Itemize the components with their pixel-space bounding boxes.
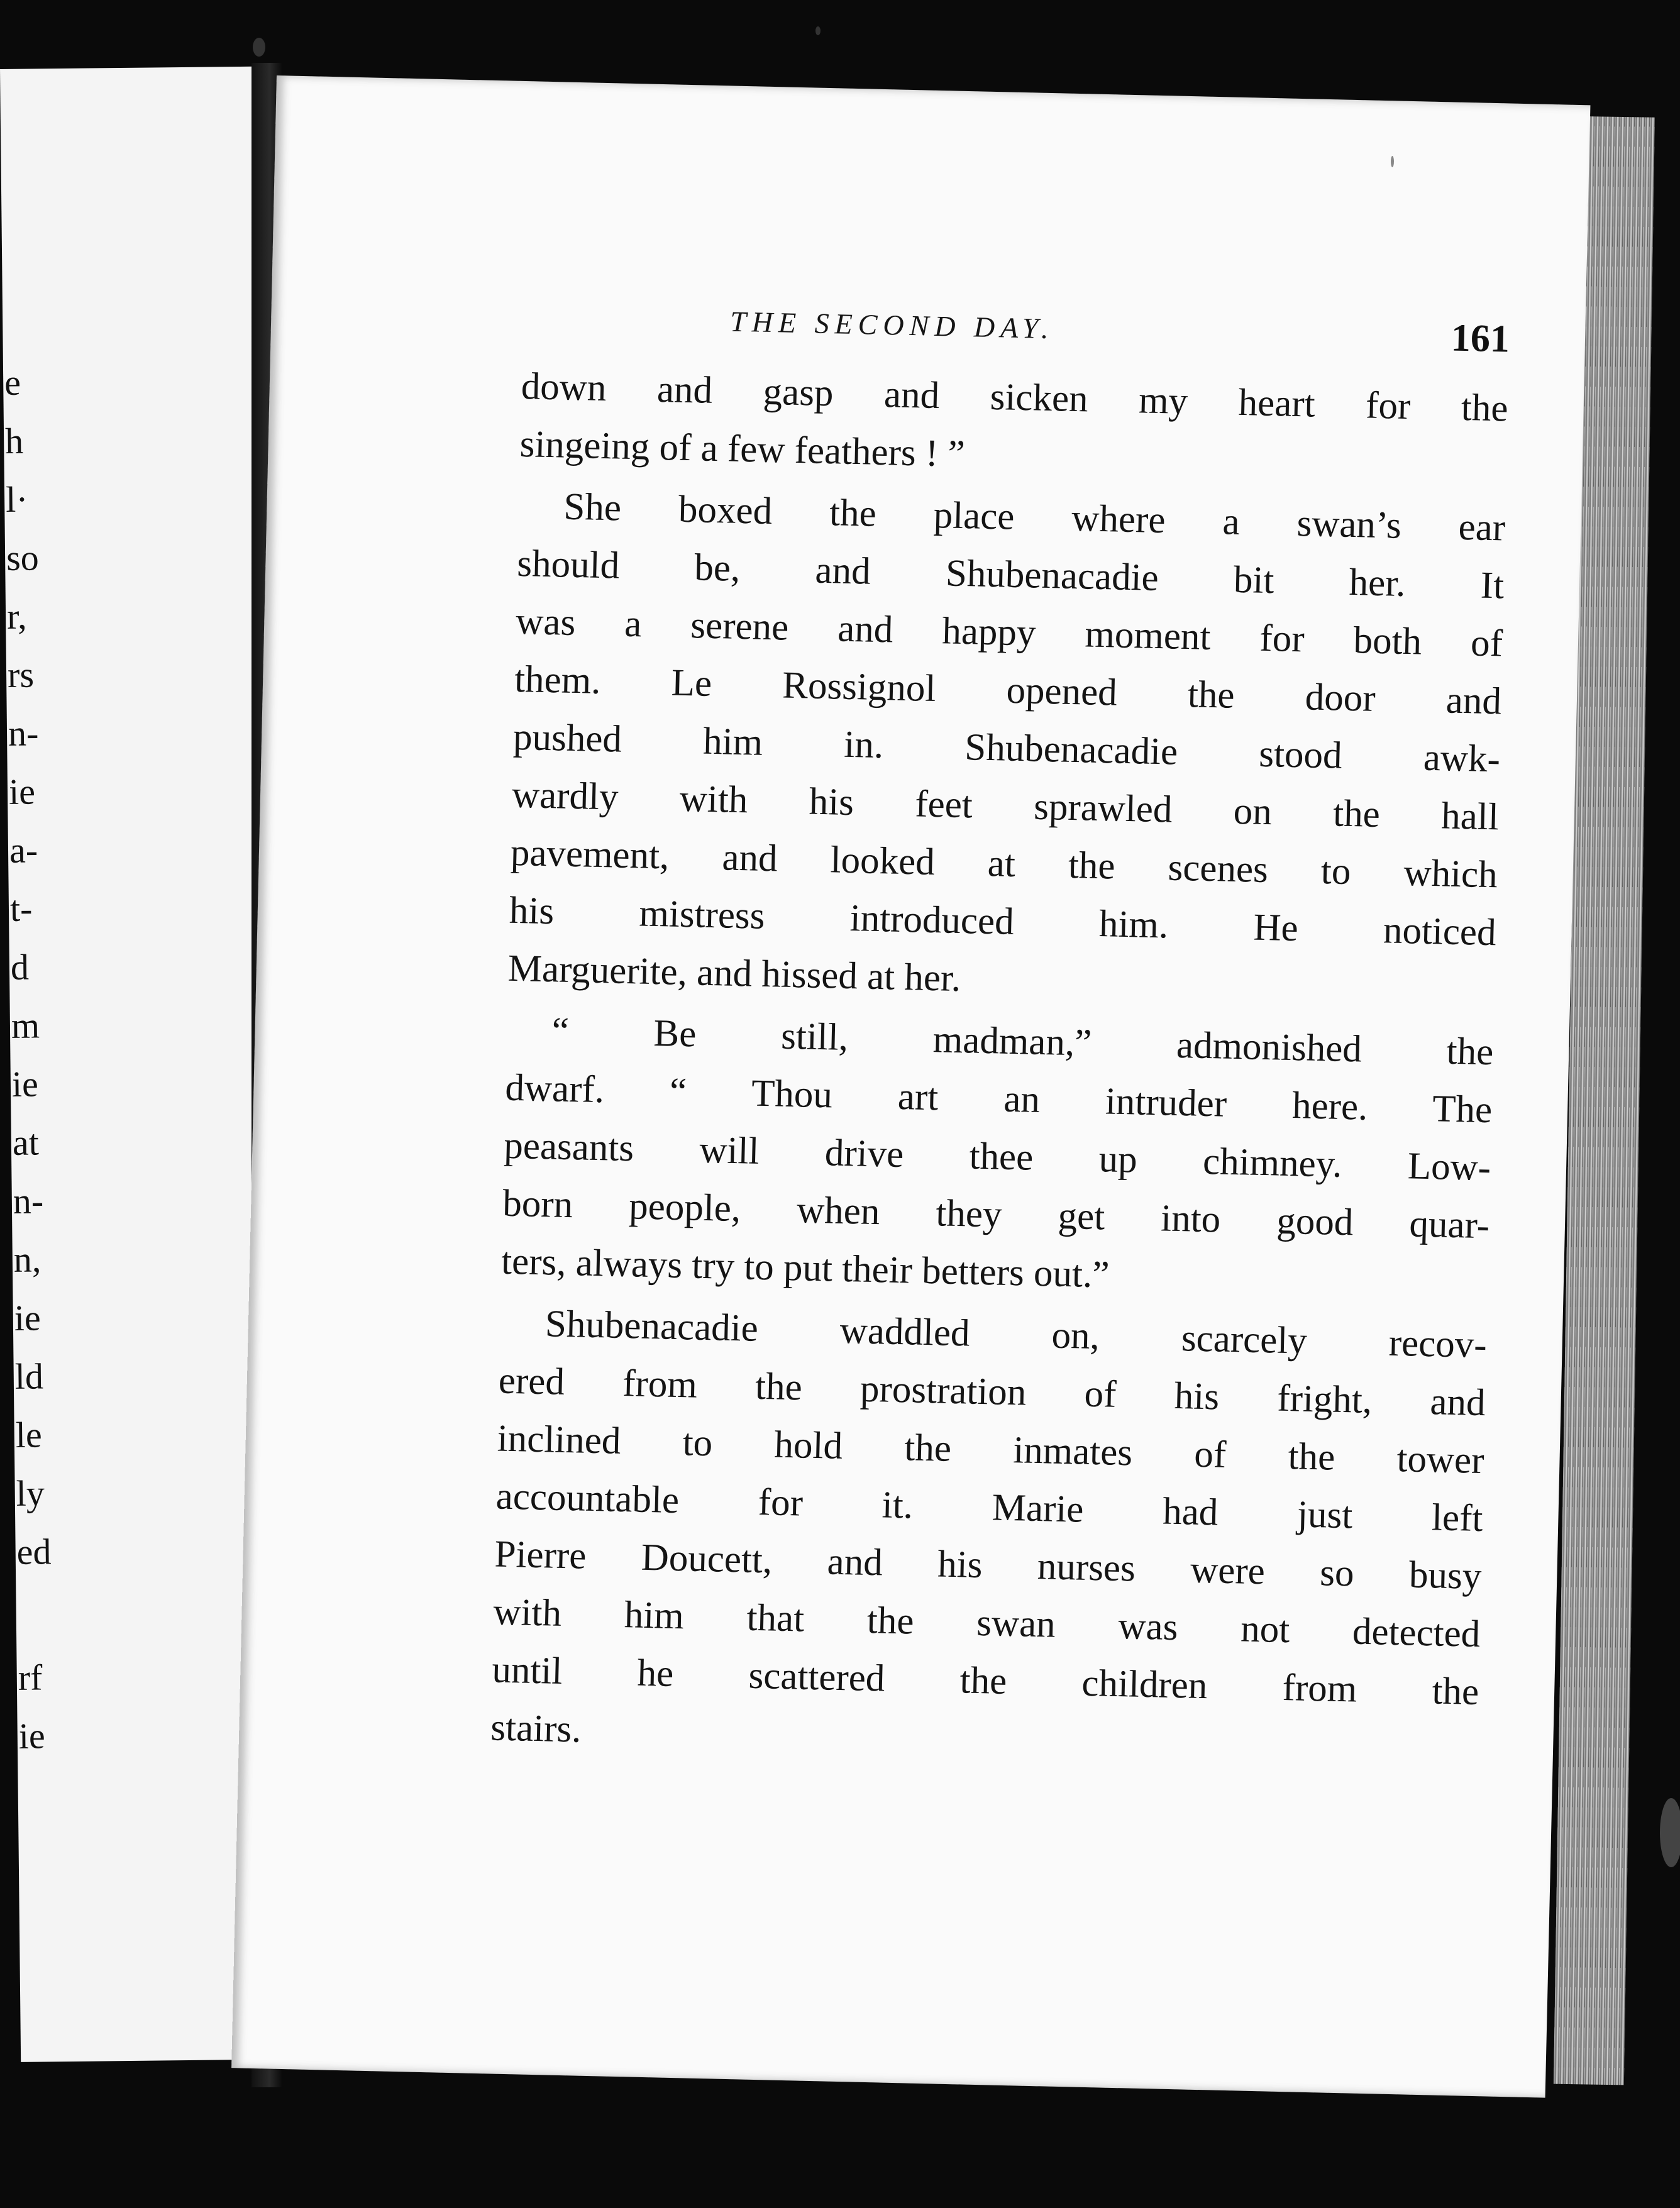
- paragraph: [500, 1002, 1494, 1313]
- left-page-fragment: ie: [8, 771, 36, 812]
- left-page-fragment: le: [15, 1414, 42, 1455]
- paragraph: [507, 477, 1506, 1020]
- text-line: stairs.: [490, 1706, 582, 1751]
- left-page-fragment: l·: [5, 478, 28, 520]
- body-text: [490, 358, 1508, 1779]
- left-page-fragment: rf: [18, 1657, 43, 1698]
- left-page-fragment: rs: [7, 654, 35, 695]
- text-line: accountable for it. Marie had just left: [495, 1475, 1484, 1540]
- text-line: peasants will drive thee up chimney. Low-: [503, 1124, 1491, 1190]
- text-line: should be, and Shubenacadie bit her. It: [516, 542, 1505, 607]
- text-line: ters, always try to put their betters out.”: [500, 1240, 1110, 1296]
- text-line: until he scattered the children from the: [491, 1648, 1479, 1714]
- text-line: Pierre Doucett, and his nurses were so busy: [494, 1533, 1483, 1598]
- paragraph: [490, 1294, 1487, 1779]
- left-page-fragment: ld: [14, 1355, 44, 1397]
- text-line: dwarf. “ Thou art an intruder here. The: [504, 1066, 1493, 1132]
- running-head-title: THE SECOND DAY.: [729, 305, 1055, 345]
- text-line: “ Be still, madman,” admonished the: [551, 1010, 1495, 1074]
- book-page: [231, 75, 1590, 2098]
- page-number: 161: [1451, 316, 1510, 361]
- text-line: She boxed the place where a swan’s ear: [563, 485, 1506, 549]
- left-page-fragment: n-: [13, 1180, 44, 1222]
- scan-speck: [1391, 156, 1394, 167]
- left-page-fragment: t-: [9, 888, 33, 929]
- scan-speck: [1660, 1798, 1680, 1867]
- left-page-fragment: m: [11, 1005, 40, 1046]
- text-line: singeing of a few feathers ! ”: [519, 422, 966, 475]
- text-line: pavement, and looked at the scenes to which: [510, 831, 1498, 897]
- scan-speck: [815, 26, 821, 35]
- text-line: pushed him in. Shubenacadie stood awk-: [512, 715, 1501, 781]
- text-line: Shubenacadie waddled on, scarcely recov-: [544, 1303, 1488, 1367]
- left-page-fragment: r,: [6, 595, 27, 637]
- text-line: his mistress introduced him. He noticed: [509, 889, 1497, 954]
- left-page-fragment: at: [12, 1122, 40, 1163]
- scan-speck: [253, 38, 265, 57]
- text-line: with him that the swan was not detected: [492, 1591, 1481, 1656]
- left-page-fragment: so: [6, 537, 40, 578]
- left-page-fragment: ed: [16, 1531, 52, 1572]
- text-line: Marguerite, and hissed at her.: [507, 947, 961, 1000]
- left-page-fragment: ie: [14, 1297, 41, 1339]
- left-page-fragment: ly: [16, 1472, 45, 1514]
- text-line: wardly with his feet sprawled on the hall: [511, 773, 1500, 839]
- text-line: was a serene and happy moment for both of: [515, 600, 1503, 665]
- text-line: down and gasp and sicken my heart for the: [521, 365, 1509, 430]
- left-page-fragment: ie: [11, 1063, 39, 1105]
- text-line: them. Le Rossignol opened the door and: [514, 658, 1502, 723]
- text-line: ered from the prostration of his fright, and: [498, 1359, 1486, 1425]
- left-page-fragment: a-: [9, 829, 38, 871]
- paragraph: [519, 358, 1509, 496]
- text-line: born people, when they get into good quar-: [502, 1182, 1490, 1247]
- left-page-fragment: n-: [8, 712, 39, 754]
- left-page-fragment: h: [4, 420, 24, 461]
- left-page-fragment: d: [10, 946, 30, 988]
- left-page-fragment: e: [4, 362, 21, 403]
- text-line: inclined to hold the inmates of the tower: [497, 1417, 1485, 1482]
- left-page-fragment: ie: [18, 1715, 45, 1757]
- left-page-fragment: n,: [13, 1239, 41, 1280]
